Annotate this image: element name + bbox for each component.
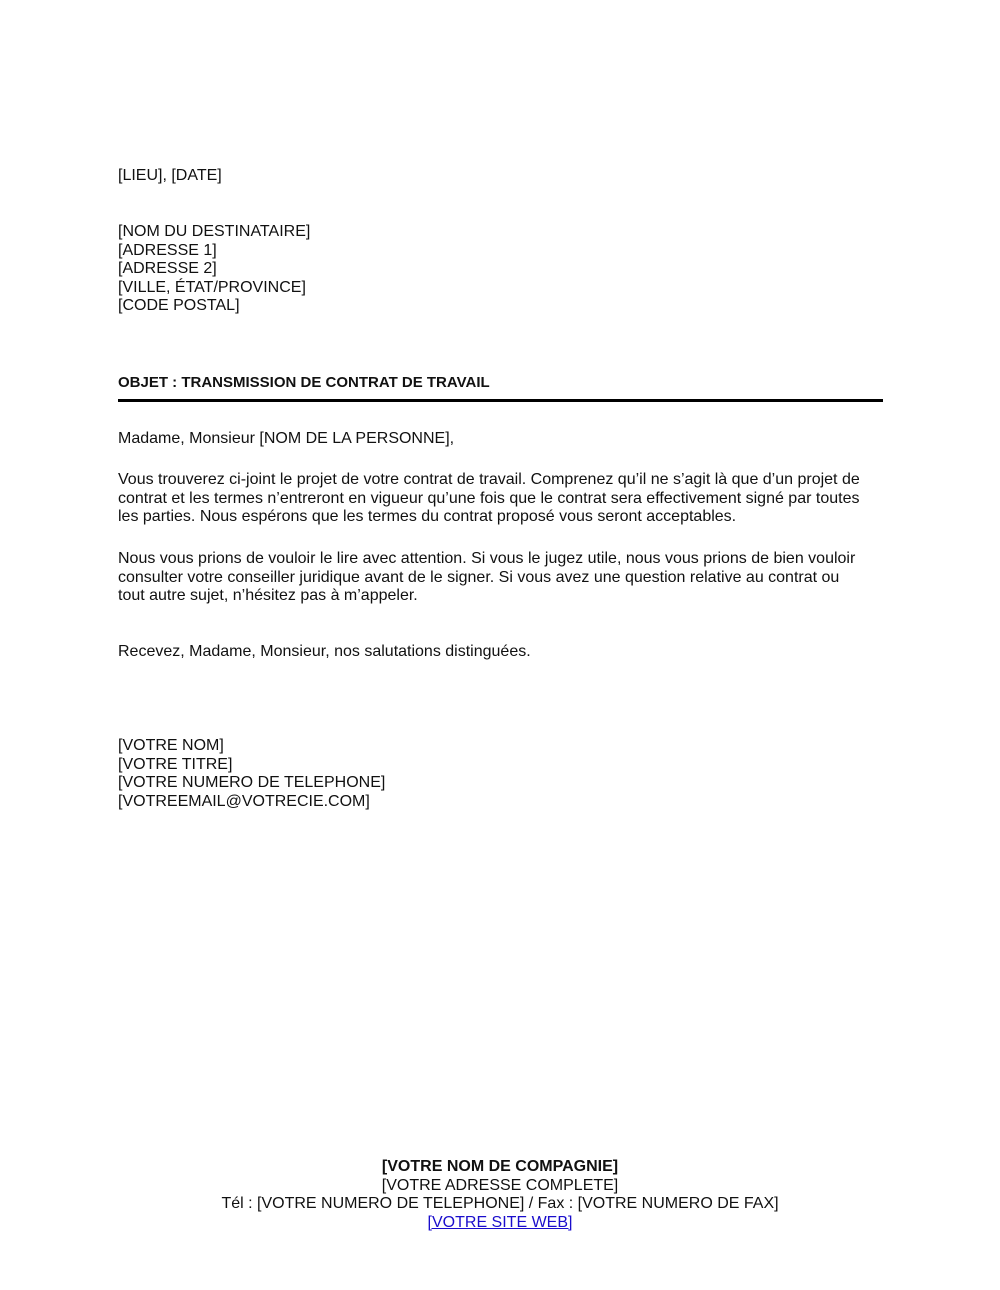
footer-website-link[interactable]: [VOTRE SITE WEB] [427,1213,573,1231]
recipient-city-state: [VILLE, ÉTAT/PROVINCE] [118,278,306,296]
paragraph-1 [118,471,888,527]
subject-heading: OBJET : TRANSMISSION DE CONTRAT DE TRAVAIL [118,374,490,391]
letter-footer [0,1158,1000,1232]
recipient-name: [NOM DU DESTINATAIRE] [118,223,311,240]
paragraph-line: les parties. Nous espérons que les termes du contrat proposé vous seront acceptables. [118,508,737,525]
signature-phone: [VOTRE NUMERO DE TELEPHONE] [118,774,386,791]
recipient-address-2: [ADRESSE 2] [118,260,217,277]
signature-email: [VOTREEMAIL@VOTRECIE.COM] [118,792,370,810]
signature-title: [VOTRE TITRE] [118,755,233,773]
signature-block [118,737,385,811]
paragraph-line: contrat et les termes n’entreront en vigueur qu’une fois que le contrat sera effectivement signé par toutes [118,489,860,507]
place-date: [LIEU], [DATE] [118,167,222,184]
recipient-postal-code: [CODE POSTAL] [118,297,240,314]
paragraph-2 [118,550,888,606]
paragraph-line: tout autre sujet, n’hésitez pas à m’appeler. [118,587,418,604]
footer-address: [VOTRE ADRESSE COMPLETE] [381,1176,619,1194]
signature-name: [VOTRE NOM] [118,737,224,754]
recipient-address-1: [ADRESSE 1] [118,241,217,259]
footer-company-name: [VOTRE NOM DE COMPAGNIE] [381,1158,619,1175]
paragraph-line: Nous vous prions de vouloir le lire avec attention. Si vous le jugez utile, nous vous prions de bien vouloir [118,550,856,567]
paragraph-line: Vous trouverez ci-joint le projet de votre contrat de travail. Comprenez qu’il ne s’agit là que d’un projet de [118,471,860,488]
paragraph-line: consulter votre conseiller juridique avant de le signer. Si vous avez une question relative au contrat ou [118,568,840,586]
recipient-block [118,223,310,316]
subject-divider [118,399,883,402]
salutation: Madame, Monsieur [NOM DE LA PERSONNE], [118,430,455,447]
closing: Recevez, Madame, Monsieur, nos salutations distinguées. [118,643,531,660]
footer-contact: Tél : [VOTRE NUMERO DE TELEPHONE] / Fax : [VOTRE NUMERO DE FAX] [221,1195,779,1212]
